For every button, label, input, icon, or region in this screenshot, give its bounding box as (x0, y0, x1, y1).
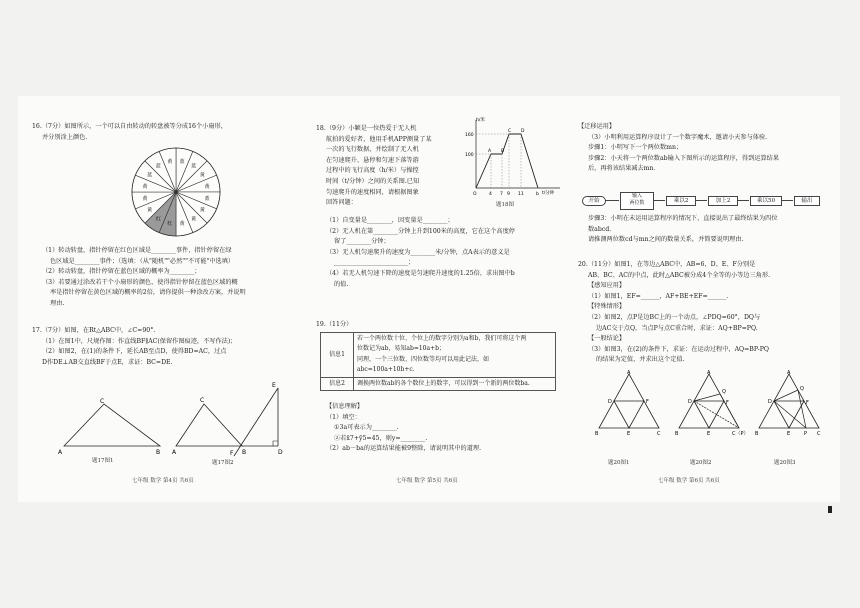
svg-text:A: A (787, 370, 791, 376)
q20-part-2: （2）如图2，点P是边BC上的一个动点，∠PDQ=60°，DQ与 (588, 313, 761, 321)
graph-ytick-160: 160 (465, 133, 474, 138)
wheel-sector-label: 黄 (204, 183, 210, 190)
q20-line-2: AB、BC、AC的中点，此时△ABC被分成4个全等的小等边三角形. (588, 271, 771, 279)
svg-text:D: D (688, 399, 692, 405)
q16-line-2: 并分别涂上颜色. (42, 133, 88, 141)
q20-general-heading: 【一般结论】 (588, 335, 626, 343)
graph-xlabel: t/分钟 (542, 191, 555, 196)
svg-text:Q: Q (800, 386, 804, 392)
svg-text:A: A (627, 370, 631, 376)
svg-text:E: E (272, 382, 276, 389)
wheel-sector-label: 黄 (191, 216, 197, 223)
info2-label: 信息2 (321, 377, 354, 390)
q19-part-1a: ①3a可表示为________. (334, 424, 399, 432)
q19-info-table (320, 332, 556, 391)
page-5-footer: 七年级 数学 第5页 共6页 (396, 478, 458, 484)
svg-text:A: A (707, 370, 711, 376)
fig17-1-triangle (56, 396, 166, 454)
svg-text:D: D (278, 449, 283, 456)
fig20-3-triangle (754, 370, 826, 436)
q16-part-2: （2）转动转盘，指针停留在蓝色区域的概率为________； (42, 268, 201, 276)
svg-text:F: F (726, 400, 729, 406)
graph-xtick-b: b (536, 192, 539, 197)
flow-multiply-2: 乘以2 (666, 196, 696, 206)
flow-input-label: 输入 两位数 (629, 193, 645, 206)
svg-text:D: D (608, 399, 612, 405)
wheel-sector-label: 黄 (167, 158, 173, 165)
step-2: 步骤2：小天将一个两位数ab输入下图所示的运算程序，得到运算结果 (588, 154, 780, 162)
svg-text:B: B (675, 431, 679, 437)
graph-xtick-9: 9 (507, 192, 510, 197)
wheel-sector-label: 蓝 (155, 163, 161, 170)
q16-part-3c: 理由. (50, 299, 65, 307)
spinner-wheel (128, 144, 224, 240)
wheel-sector-label: 红 (167, 221, 173, 228)
step-3b: 数abcd． (588, 225, 616, 233)
svg-text:E: E (627, 431, 631, 437)
q18-line-4: 在匀速爬升、悬停和匀速下落等游 (326, 156, 419, 164)
info2-line-1: 调换两位数ab的各个数位上的数字，可以得到一个新的两位数ba. (357, 379, 530, 387)
flow-add-2: 加上2 (708, 196, 738, 206)
q18-line-3: 一次的飞行数据，并绘制了无人机 (326, 146, 419, 154)
q20-part-1: （1）如图1，EF=______，AF+BE+EF=______. (588, 292, 729, 300)
svg-text:B: B (156, 449, 161, 456)
fig17-1-caption: 题17图1 (92, 458, 114, 464)
svg-text:F: F (646, 399, 649, 405)
q16-part-3: （3）若要通过涂改若干个小扇形的颜色，使得指针停留在蓝色区域的概 (42, 278, 238, 286)
q20-part-2b: 边AC交于点Q，当点P与点C重合时，求证：AQ+BP=PQ. (596, 324, 758, 332)
graph-ytick-100: 100 (465, 153, 474, 158)
fig20-1-triangle (594, 370, 664, 436)
flow-arrow-2 (653, 200, 665, 201)
step-2b: 后，再将该结果减去mn． (588, 165, 660, 173)
q18-part-4: （4）若无人机匀速下降的速度是匀速爬升速度的1.25倍，求出图中b (326, 269, 515, 277)
q18-line-5: 过程中的飞行高度（h/米）与操控 (326, 167, 419, 175)
graph-point-a: A (488, 149, 492, 154)
graph-ylabel: h/米 (476, 118, 485, 123)
page-5-column (316, 96, 562, 502)
graph-xtick-11: 11 (518, 192, 524, 197)
fig20-1-caption: 题20图1 (608, 460, 630, 466)
svg-text:B: B (595, 431, 599, 437)
info1-line-2: 位数记为ab，易知ab=10a+b； (357, 345, 445, 353)
q18-line-1: 18.（9分）小颖是一位热爱于无人机 (316, 125, 417, 132)
fig20-2-caption: 题20图2 (690, 460, 712, 466)
svg-text:C（P）: C（P） (732, 431, 749, 437)
q20-line-1: 20.（11分）如图1，在等边△ABC中，AB=6，D、E、F分别是 (578, 261, 756, 268)
q18-part-1: （1）自变量是________，因变量是________； (326, 217, 454, 224)
q19-part-2: （2）ab－ba的运算结果能被9整除，请说明其中的道理. (326, 445, 482, 453)
step-1: 步骤1：小明写下一个两位数mn； (588, 144, 683, 152)
svg-text:F: F (230, 450, 234, 457)
page-4-column (32, 96, 282, 502)
q16-line-1: 16.（7分）如图所示，一个可以自由转动的转盘被等分成16个小扇形， (32, 123, 227, 130)
graph-origin: O (473, 192, 477, 197)
fig17-2-figure (172, 380, 284, 456)
wheel-sector-label: 蓝 (147, 172, 153, 179)
q20-part-3b: 的结果为定值，并求出这个定值. (596, 356, 685, 364)
svg-text:E: E (787, 431, 791, 437)
wheel-sector-label: 黄 (142, 183, 148, 190)
flow-arrow-3 (695, 200, 707, 201)
q20-part-3: （3）如图3，在(2)的条件下，求证：在运动过程中，AQ=BP-PQ (588, 345, 769, 353)
page-6-footer: 七年级 数学 第6页 共6页 (658, 478, 720, 484)
flow-output: 输出 (794, 196, 820, 206)
q19-part-1b: ②若x̄7+ȳ5=45，则y=________. (334, 434, 428, 442)
q18-part-3b: ________________________； (334, 259, 415, 267)
svg-text:C: C (100, 398, 105, 405)
wheel-sector-label: 黄 (199, 172, 205, 179)
svg-text:A: A (172, 449, 177, 456)
info1-cell (354, 333, 556, 378)
info1-label: 信息1 (321, 333, 354, 378)
q18-line-6: 时间（t/分钟）之间的关系图.已知 (326, 177, 420, 185)
q19-heading: 19.（11分） (316, 321, 353, 328)
svg-text:A: A (58, 449, 63, 456)
flow-arrow-1 (605, 200, 619, 201)
fig20-2-triangle (674, 370, 749, 437)
wheel-sector-label: 红 (155, 216, 161, 223)
svg-text:F: F (806, 400, 809, 406)
q18-line-2: 航拍的爱好者，他用手机APP测量了某 (326, 135, 432, 143)
svg-text:E: E (707, 431, 711, 437)
q16-part-1: （1）转动转盘，指针停留在红色区域是________事件，指针停留在绿 (42, 247, 232, 254)
wheel-sector-label: 黄 (199, 207, 205, 214)
svg-text:B: B (755, 431, 759, 437)
svg-text:P: P (804, 431, 808, 437)
q20-perceive-heading: 【感知应用】 (588, 282, 626, 290)
q19-part-1: （1）填空： (326, 413, 361, 421)
info1-line-3: 同理，一个三位数、四位数等均可以用此记法，如 (357, 355, 490, 363)
flow-start: 开始 (582, 196, 606, 206)
graph-xtick-4: 4 (489, 192, 492, 197)
q18-line-7: 匀速爬升的速度相同，请根据图象 (326, 188, 419, 196)
q17-line-2: （1）在图1中，尺规作图：作直线BF∥AC(保留作图痕迹，不写作法)； (42, 337, 237, 345)
q18-part-2b: 留了________分钟； (334, 238, 390, 246)
svg-text:B: B (242, 449, 247, 456)
q17-line-4: D作DE⊥AB交直线BF于点E，求证：BC=DE. (42, 358, 173, 366)
svg-text:C: C (657, 431, 661, 437)
page-4-footer: 七年级 数学 第4页 共6页 (132, 478, 194, 484)
flow-arrow-5 (781, 200, 793, 201)
wheel-sector-label: 蓝 (191, 163, 197, 170)
wheel-sector-label: 蓝 (204, 196, 210, 203)
q17-line-3: （2）如图2，在(1)的条件下，延长AB至点D，使得BD=AC，过点 (42, 348, 227, 356)
step-3-question: 请推测两位数cd与mn之间的数量关系，并简要说明理由. (588, 236, 744, 244)
page-6-column (578, 96, 830, 502)
svg-text:C: C (817, 431, 821, 437)
svg-text:Q: Q (722, 389, 726, 395)
flow-multiply-50: 乘以50 (750, 196, 782, 206)
transfer-heading: 【迁移运用】 (578, 123, 616, 130)
program-flowchart (582, 192, 822, 212)
q19-understand-heading: 【信息理解】 (326, 403, 364, 410)
q19-part-3: （3）小明利用运算程序设计了一个数字魔术，邀请小天参与体验. (588, 133, 768, 141)
flow-input (620, 192, 654, 210)
flow-arrow-4 (737, 200, 749, 201)
q18-part-4b: 的值. (334, 280, 349, 288)
q18-part-2: （2）无人机在第________分钟上升到100米的高度，它在这个高度停 (326, 227, 515, 235)
graph-point-b: B (501, 149, 505, 154)
q16-part-3b: 率是指针停留在黄色区域的概率的2倍，请你提供一种涂改方案，并说明 (50, 289, 246, 297)
svg-text:C: C (200, 397, 205, 404)
graph-point-d: D (521, 129, 525, 134)
q16-part-1b: 色区域是________事件；（选填：（从"随机""必然""不可能"中选填） (50, 257, 235, 265)
scan-mark (828, 506, 832, 513)
info1-line-1: 若一个两位数十位、个位上的数字分别为a和b，我们可将这个两 (357, 335, 527, 342)
q17-line-1: 17.（7分）如图，在Rt△ABC中，∠C=90°. (32, 327, 156, 334)
q18-part-3: （3）无人机匀速爬升的速度为________米/分钟，点A表示的意义是 (326, 248, 510, 256)
exam-sheet (18, 96, 840, 502)
q18-line-8: 回答问题： (326, 199, 357, 207)
fig20-3-caption: 题20图3 (774, 460, 796, 466)
q20-special-heading: 【特殊情形】 (588, 303, 626, 311)
fig18-caption: 题18图 (496, 202, 514, 208)
fig17-2-caption: 题17图2 (212, 460, 234, 466)
step-3: 步骤3：小明在未运用运算程序的情况下，直接说出了最终结果为四位 (588, 215, 778, 222)
svg-text:D: D (768, 399, 772, 405)
wheel-sector-label: 黄 (142, 196, 148, 203)
graph-xtick-7: 7 (500, 192, 503, 197)
info1-line-4: abc=100a+10b+c. (357, 366, 415, 374)
wheel-sector-label: 黄 (179, 221, 185, 228)
wheel-sector-label: 黄 (147, 207, 153, 214)
graph-point-c: C (508, 129, 512, 134)
q18-height-time-graph (464, 116, 564, 198)
wheel-sector-label: 蓝 (179, 158, 185, 165)
